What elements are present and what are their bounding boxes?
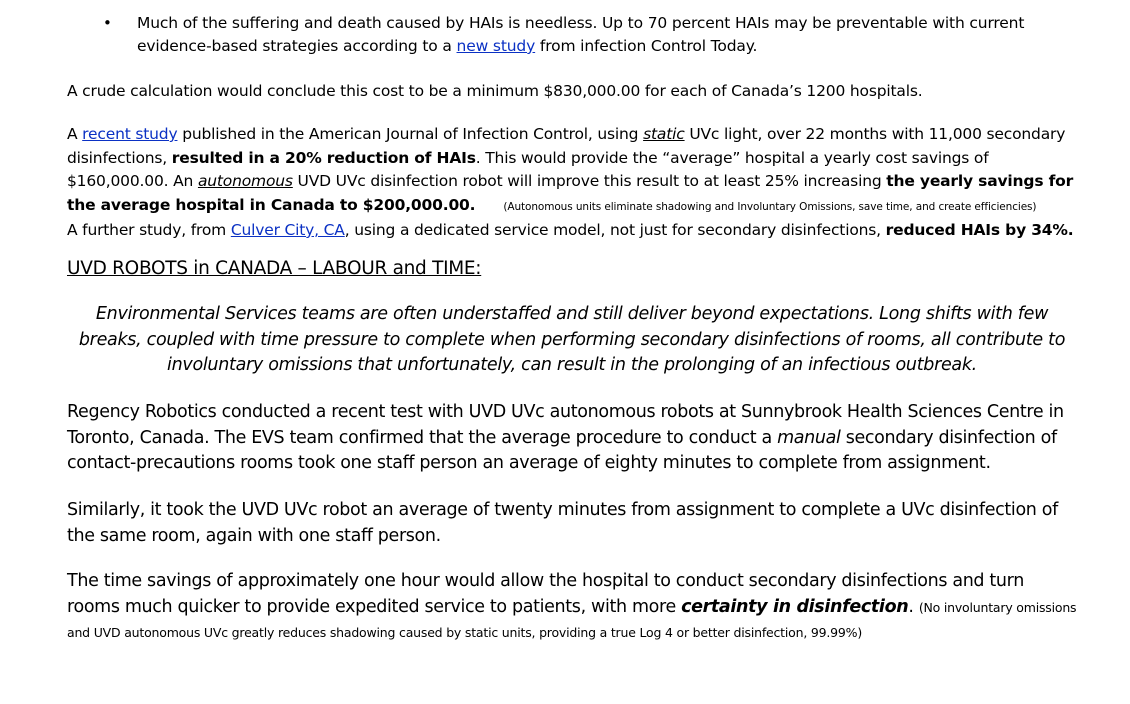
time-text-2: . [908,596,914,617]
time-savings-paragraph [67,569,1077,646]
study-text-3: UVc light, over 22 months with 11,000 secondary disinfections, [67,125,1066,167]
crude-calculation-paragraph: A crude calculation would conclude this cost to be a minimum $830,000.00 for each of Canada’s 1200 hospitals. [67,82,923,100]
similarly-paragraph: Similarly, it took the UVD UVc robot an average of twenty minutes from assignment to complete a UVc disinfection of the same room, again with one staff person. [67,500,1058,546]
culver-city-link[interactable]: Culver City, CA [230,221,345,239]
study-text-7: , using a dedicated service model, not just for secondary disinfections, [344,221,886,239]
autonomous-word: autonomous [197,172,293,190]
bullet-text-after: from infection Control Today. [535,37,758,55]
study-text-5: UVD UVc disinfection robot will improve this result to at least 25% increasing [292,172,887,190]
bullet-text [137,12,1097,58]
autonomous-note: (Autonomous units eliminate shadowing and Involuntary Omissions, save time, and create efficiencies) [503,200,1037,213]
study-bold-savings: the yearly savings for the average hospital in Canada to $200,000.00. [67,172,1074,214]
study-text-4: . This would provide the “average” hospital a yearly cost savings of $160,000.00. An [67,148,989,190]
regency-text-2: secondary disinfection of contact-precautions rooms took one staff person an average of eighty minutes to complete from assignment. [67,427,1057,473]
study-paragraph [67,123,1077,243]
study-text-6: A further study, from [67,221,231,239]
regency-paragraph [67,400,1077,477]
study-text-2: published in the American Journal of Infection Control, using [177,125,644,143]
quote-paragraph: Environmental Services teams are often understaffed and still deliver beyond expectations. Long shifts with few breaks, coupled with time pressure to complete when performing secondary disinfections of rooms, all contribute to involuntary omissions that unfortunately, can result in the prolonging of an infectious outbreak. [78,304,1066,375]
study-bold-reduction: reduced HAIs by 34%. [885,221,1074,239]
study-bold-result: resulted in a 20% reduction of HAIs [171,148,476,167]
study-text-1: A [67,125,83,143]
recent-study-link[interactable]: recent study [82,125,178,143]
manual-word: manual [777,427,841,448]
certainty-phrase: certainty in disinfection [681,596,909,617]
regency-text-1: Regency Robotics conducted a recent test with UVD UVc autonomous robots at Sunnybrook Health Sciences Centre in Toronto, Canada. The EVS team confirmed that the average procedure to conduct a [67,402,1064,448]
static-word: static [643,125,685,143]
bullet-symbol: • [103,14,112,32]
new-study-link[interactable]: new study [456,37,536,55]
section-heading: UVD ROBOTS in CANADA – LABOUR and TIME: [67,258,482,279]
bullet-text-before: Much of the suffering and death caused by HAIs is needless. Up to 70 percent HAIs may be preventable with current evidence-based strategies according to a [137,14,1025,55]
omissions-note: (No involuntary omissions and UVD autonomous UVc greatly reduces shadowing caused by static units, providing a true Log 4 or better disinfection, 99.99%) [67,599,1077,640]
time-text-1: The time savings of approximately one hour would allow the hospital to conduct secondary disinfections and turn rooms much quicker to provide expedited service to patients, with more [67,571,1024,617]
